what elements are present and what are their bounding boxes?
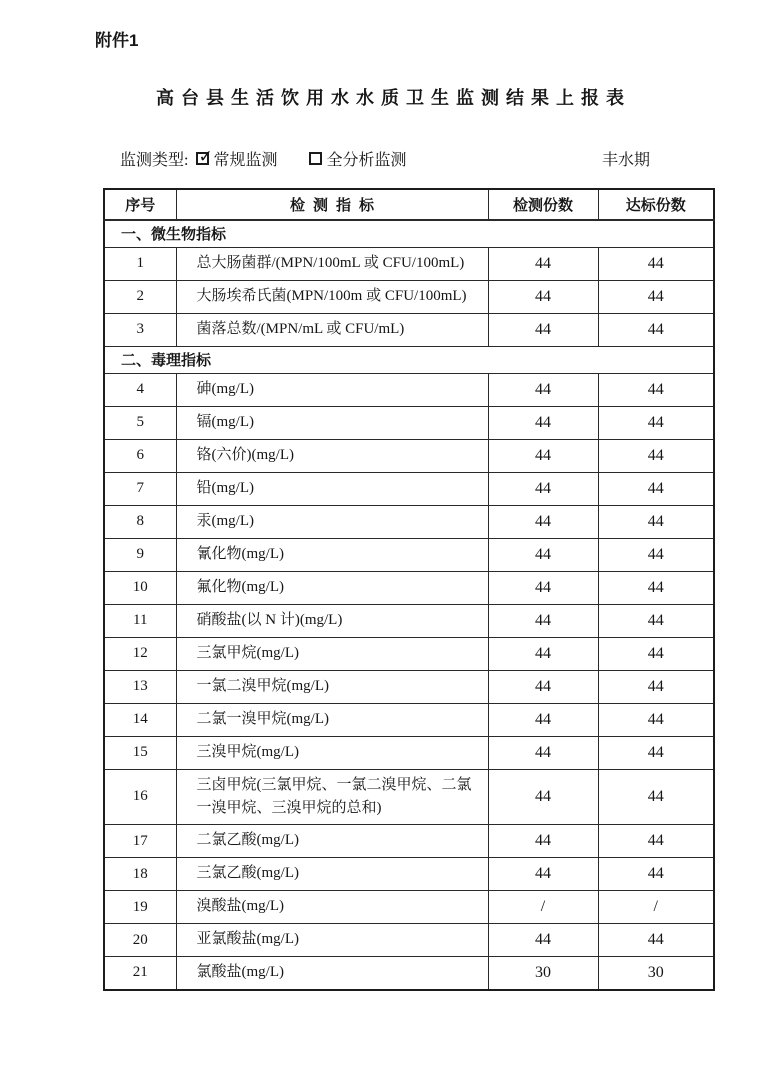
passed-count-cell: 44 <box>598 472 714 505</box>
row-number-cell: 13 <box>104 670 176 703</box>
passed-count-cell: 44 <box>598 858 714 891</box>
row-number-cell: 2 <box>104 280 176 313</box>
tested-count-cell: 44 <box>488 604 598 637</box>
passed-count-cell: 44 <box>598 406 714 439</box>
row-number-cell: 17 <box>104 825 176 858</box>
tested-count-cell: 44 <box>488 505 598 538</box>
indicator-cell: 铬(六价)(mg/L) <box>176 439 488 472</box>
indicator-cell: 三氯甲烷(mg/L) <box>176 637 488 670</box>
full-analysis-label: 全分析监测 <box>326 152 407 169</box>
table-row <box>104 280 714 313</box>
passed-count-cell: 44 <box>598 571 714 604</box>
monitoring-type-label: 监测类型: <box>120 152 189 169</box>
table-row <box>104 637 714 670</box>
section-title-row <box>104 346 714 373</box>
table-row <box>104 439 714 472</box>
row-number-cell: 12 <box>104 637 176 670</box>
row-number-cell: 11 <box>104 604 176 637</box>
indicator-cell: 三溴甲烷(mg/L) <box>176 736 488 769</box>
full-analysis-checkbox[interactable] <box>309 152 322 165</box>
indicator-cell: 一氯二溴甲烷(mg/L) <box>176 670 488 703</box>
tested-count-cell: 44 <box>488 924 598 957</box>
row-number-cell: 3 <box>104 313 176 346</box>
passed-count-cell: 44 <box>598 670 714 703</box>
col-header-no: 序号 <box>104 189 176 220</box>
regular-monitoring-label: 常规监测 <box>213 152 278 169</box>
row-number-cell: 1 <box>104 247 176 280</box>
table-row <box>104 703 714 736</box>
indicator-cell: 砷(mg/L) <box>176 373 488 406</box>
table-row <box>104 957 714 990</box>
indicator-cell: 亚氯酸盐(mg/L) <box>176 924 488 957</box>
tested-count-cell: 44 <box>488 280 598 313</box>
indicator-cell: 氟化物(mg/L) <box>176 571 488 604</box>
row-number-cell: 21 <box>104 957 176 990</box>
passed-count-cell: 44 <box>598 505 714 538</box>
table-row <box>104 538 714 571</box>
indicator-cell: 氯酸盐(mg/L) <box>176 957 488 990</box>
indicator-cell: 菌落总数/(MPN/mL 或 CFU/mL) <box>176 313 488 346</box>
passed-count-cell: 44 <box>598 373 714 406</box>
section-title: 一、微生物指标 <box>104 220 714 247</box>
col-header-tested: 检测份数 <box>488 189 598 220</box>
monitoring-type-row <box>120 147 650 170</box>
tested-count-cell: 30 <box>488 957 598 990</box>
regular-monitoring-checkbox[interactable] <box>196 152 209 165</box>
table-row <box>104 769 714 825</box>
table-row <box>104 571 714 604</box>
table-row <box>104 313 714 346</box>
row-number-cell: 4 <box>104 373 176 406</box>
tested-count-cell: 44 <box>488 736 598 769</box>
tested-count-cell: 44 <box>488 538 598 571</box>
water-period-label: 丰水期 <box>601 152 650 169</box>
table-row <box>104 736 714 769</box>
indicator-cell: 二氯乙酸(mg/L) <box>176 825 488 858</box>
passed-count-cell: 44 <box>598 538 714 571</box>
passed-count-cell: / <box>598 891 714 924</box>
row-number-cell: 10 <box>104 571 176 604</box>
row-number-cell: 6 <box>104 439 176 472</box>
row-number-cell: 14 <box>104 703 176 736</box>
row-number-cell: 16 <box>104 769 176 825</box>
passed-count-cell: 30 <box>598 957 714 990</box>
table-row <box>104 406 714 439</box>
indicator-cell: 溴酸盐(mg/L) <box>176 891 488 924</box>
table-row <box>104 247 714 280</box>
row-number-cell: 9 <box>104 538 176 571</box>
row-number-cell: 19 <box>104 891 176 924</box>
tested-count-cell: 44 <box>488 825 598 858</box>
passed-count-cell: 44 <box>598 439 714 472</box>
indicator-cell: 镉(mg/L) <box>176 406 488 439</box>
col-header-indicator: 检测指标 <box>176 189 488 220</box>
tested-count-cell: 44 <box>488 571 598 604</box>
section-title: 二、毒理指标 <box>104 346 714 373</box>
indicator-cell: 硝酸盐(以 N 计)(mg/L) <box>176 604 488 637</box>
tested-count-cell: 44 <box>488 373 598 406</box>
passed-count-cell: 44 <box>598 825 714 858</box>
tested-count-cell: 44 <box>488 637 598 670</box>
tested-count-cell: 44 <box>488 406 598 439</box>
table-row <box>104 472 714 505</box>
tested-count-cell: 44 <box>488 472 598 505</box>
tested-count-cell: 44 <box>488 247 598 280</box>
table-row <box>104 858 714 891</box>
table-row <box>104 604 714 637</box>
row-number-cell: 7 <box>104 472 176 505</box>
indicator-cell: 大肠埃希氏菌(MPN/100m 或 CFU/100mL) <box>176 280 488 313</box>
passed-count-cell: 44 <box>598 247 714 280</box>
tested-count-cell: 44 <box>488 313 598 346</box>
row-number-cell: 18 <box>104 858 176 891</box>
tested-count-cell: 44 <box>488 703 598 736</box>
passed-count-cell: 44 <box>598 280 714 313</box>
passed-count-cell: 44 <box>598 703 714 736</box>
tested-count-cell: / <box>488 891 598 924</box>
tested-count-cell: 44 <box>488 769 598 825</box>
passed-count-cell: 44 <box>598 924 714 957</box>
table-row <box>104 373 714 406</box>
table-row <box>104 891 714 924</box>
row-number-cell: 15 <box>104 736 176 769</box>
table-row <box>104 825 714 858</box>
passed-count-cell: 44 <box>598 769 714 825</box>
table-row <box>104 505 714 538</box>
section-title-row <box>104 220 714 247</box>
row-number-cell: 8 <box>104 505 176 538</box>
col-header-passed: 达标份数 <box>598 189 714 220</box>
row-number-cell: 20 <box>104 924 176 957</box>
indicator-cell: 汞(mg/L) <box>176 505 488 538</box>
row-number-cell: 5 <box>104 406 176 439</box>
regular-monitoring-option <box>196 147 277 170</box>
indicator-cell: 氰化物(mg/L) <box>176 538 488 571</box>
indicator-cell: 总大肠菌群/(MPN/100mL 或 CFU/100mL) <box>176 247 488 280</box>
indicator-cell: 三氯乙酸(mg/L) <box>176 858 488 891</box>
passed-count-cell: 44 <box>598 313 714 346</box>
page-title: 高台县生活饮用水水质卫生监测结果上报表 <box>156 88 631 108</box>
full-analysis-option <box>309 147 406 170</box>
indicator-cell: 三卤甲烷(三氯甲烷、一氯二溴甲烷、二氯一溴甲烷、三溴甲烷的总和) <box>176 769 488 825</box>
results-table <box>103 188 715 991</box>
passed-count-cell: 44 <box>598 637 714 670</box>
passed-count-cell: 44 <box>598 604 714 637</box>
tested-count-cell: 44 <box>488 858 598 891</box>
tested-count-cell: 44 <box>488 670 598 703</box>
table-row <box>104 670 714 703</box>
passed-count-cell: 44 <box>598 736 714 769</box>
attachment-label: 附件1 <box>95 31 139 50</box>
indicator-cell: 二氯一溴甲烷(mg/L) <box>176 703 488 736</box>
table-header-row <box>104 189 714 220</box>
table-row <box>104 924 714 957</box>
tested-count-cell: 44 <box>488 439 598 472</box>
indicator-cell: 铅(mg/L) <box>176 472 488 505</box>
monitoring-type-group <box>120 147 406 170</box>
